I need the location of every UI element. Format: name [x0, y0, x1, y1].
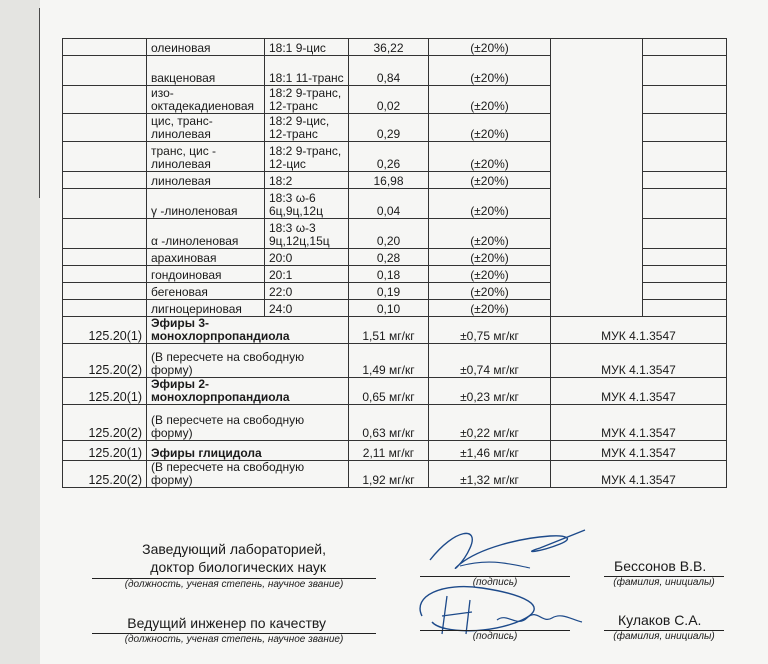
fatty-acid-value: 0,18 [349, 266, 429, 283]
fatty-acid-formula: 18:2 9-транс, 12-цис [265, 142, 349, 172]
indicator-code: 125.20(2) [63, 344, 147, 378]
eng-role: Ведущий инженер по качеству [127, 615, 326, 631]
ester-subtitle: (В пересчете на свободную форму) [147, 405, 349, 441]
ester-error: ±0,23 мг/кг [429, 378, 551, 405]
head-role-line1: Заведующий лабораторией, [142, 541, 326, 557]
fatty-acid-value: 0,84 [349, 56, 429, 86]
ester-error: ±0,74 мг/кг [429, 344, 551, 378]
fatty-acid-name: вакценовая [147, 56, 265, 86]
fatty-acid-error: (±20%) [429, 172, 551, 189]
head-sign-caption: (подпись) [472, 577, 518, 588]
ester-row-secondary [63, 405, 727, 441]
indicator-code: 125.20(1) [63, 441, 147, 461]
extra-cell [643, 172, 727, 189]
fatty-acid-name: олеиновая [147, 39, 265, 56]
ester-method: МУК 4.1.3547 [551, 378, 727, 405]
fatty-acid-formula: 18:1 11-транс [265, 56, 349, 86]
code-cell [63, 266, 147, 283]
extra-cell [643, 219, 727, 249]
results-table [62, 38, 727, 488]
fatty-acid-value: 0,26 [349, 142, 429, 172]
fatty-acid-error: (±20%) [429, 39, 551, 56]
head-role-caption: (должность, ученая степень, научное звание) [124, 579, 344, 590]
head-role [110, 540, 326, 576]
fatty-acid-value: 0,10 [349, 300, 429, 317]
ester-error: ±0,75 мг/кг [429, 317, 551, 344]
code-cell [63, 300, 147, 317]
indicator-code: 125.20(2) [63, 405, 147, 441]
code-cell [63, 283, 147, 300]
fatty-acid-formula: 18:1 9-цис [265, 39, 349, 56]
head-name: Бессонов В.В. [614, 558, 707, 574]
ester-value: 1,92 мг/кг [349, 461, 429, 488]
eng-role-caption: (должность, ученая степень, научное звание) [124, 634, 344, 645]
fatty-acid-name: транс, цис - линолевая [147, 142, 265, 172]
extra-cell [643, 142, 727, 172]
ester-method: МУК 4.1.3547 [551, 441, 727, 461]
code-cell [63, 189, 147, 219]
fatty-acid-error: (±20%) [429, 283, 551, 300]
fatty-acid-name: гондоиновая [147, 266, 265, 283]
method-cell [551, 39, 643, 317]
fatty-acid-value: 0,20 [349, 219, 429, 249]
fatty-acid-formula: 24:0 [265, 300, 349, 317]
eng-name-caption: (фамилия, инициалы) [613, 631, 715, 642]
fatty-acid-error: (±20%) [429, 142, 551, 172]
ester-value: 1,49 мг/кг [349, 344, 429, 378]
ester-method: МУК 4.1.3547 [551, 344, 727, 378]
extra-cell [643, 39, 727, 56]
ester-subtitle: (В пересчете на свободную форму) [147, 344, 349, 378]
ester-row-primary [63, 441, 727, 461]
fatty-acid-error: (±20%) [429, 86, 551, 114]
extra-cell [643, 266, 727, 283]
fatty-acid-name: α -линоленовая [147, 219, 265, 249]
fatty-acid-error: (±20%) [429, 219, 551, 249]
indicator-code: 125.20(1) [63, 378, 147, 405]
fatty-acid-error: (±20%) [429, 56, 551, 86]
ester-row-secondary [63, 344, 727, 378]
fatty-acid-formula: 18:3 ω-6 6ц,9ц,12ц [265, 189, 349, 219]
ester-title: Эфиры 3-монохлорпропандиола [147, 317, 349, 344]
indicator-code: 125.20(1) [63, 317, 147, 344]
ester-error: ±1,32 мг/кг [429, 461, 551, 488]
fatty-acid-error: (±20%) [429, 249, 551, 266]
ester-value: 0,63 мг/кг [349, 405, 429, 441]
fatty-acid-error: (±20%) [429, 300, 551, 317]
head-role-line2: доктор биологических наук [150, 559, 326, 575]
fatty-acid-formula: 18:3 ω-3 9ц,12ц,15ц [265, 219, 349, 249]
ester-error: ±0,22 мг/кг [429, 405, 551, 441]
extra-cell [643, 300, 727, 317]
ester-method: МУК 4.1.3547 [551, 461, 727, 488]
code-cell [63, 86, 147, 114]
fatty-acid-name: бегеновая [147, 283, 265, 300]
fatty-acid-error: (±20%) [429, 189, 551, 219]
extra-cell [643, 249, 727, 266]
ester-method: МУК 4.1.3547 [551, 317, 727, 344]
code-cell [63, 172, 147, 189]
fatty-acid-value: 0,02 [349, 86, 429, 114]
ester-row-secondary [63, 461, 727, 488]
ester-value: 0,65 мг/кг [349, 378, 429, 405]
fatty-acid-name: арахиновая [147, 249, 265, 266]
ester-value: 2,11 мг/кг [349, 441, 429, 461]
code-cell [63, 142, 147, 172]
ester-row-primary [63, 378, 727, 405]
fatty-acid-name: γ -линоленовая [147, 189, 265, 219]
indicator-code: 125.20(2) [63, 461, 147, 488]
fatty-acid-name: цис, транс-линолевая [147, 114, 265, 142]
fatty-acid-formula: 20:0 [265, 249, 349, 266]
extra-cell [643, 86, 727, 114]
fatty-acid-error: (±20%) [429, 266, 551, 283]
signatures-block [0, 500, 768, 664]
ester-title: Эфиры 2-монохлорпропандиола [147, 378, 349, 405]
code-cell [63, 219, 147, 249]
code-cell [63, 56, 147, 86]
code-cell [63, 39, 147, 56]
fatty-acid-value: 0,28 [349, 249, 429, 266]
fatty-acid-row [63, 39, 727, 56]
fatty-acid-formula: 18:2 9-цис, 12-транс [265, 114, 349, 142]
fatty-acid-name: изо-октадекадиеновая [147, 86, 265, 114]
fatty-acid-formula: 18:2 9-транс, 12-транс [265, 86, 349, 114]
head-name-caption: (фамилия, инициалы) [613, 577, 715, 588]
eng-sign-caption: (подпись) [472, 631, 518, 642]
fatty-acid-formula: 22:0 [265, 283, 349, 300]
ester-title: Эфиры глицидола [147, 441, 349, 461]
ester-method: МУК 4.1.3547 [551, 405, 727, 441]
extra-cell [643, 56, 727, 86]
fatty-acid-formula: 20:1 [265, 266, 349, 283]
fatty-acid-error: (±20%) [429, 114, 551, 142]
fatty-acid-value: 16,98 [349, 172, 429, 189]
ester-value: 1,51 мг/кг [349, 317, 429, 344]
fatty-acid-value: 0,19 [349, 283, 429, 300]
ester-subtitle: (В пересчете на свободную форму) [147, 461, 349, 488]
code-cell [63, 114, 147, 142]
eng-name: Кулаков С.А. [618, 612, 702, 628]
ester-error: ±1,46 мг/кг [429, 441, 551, 461]
fatty-acid-value: 0,04 [349, 189, 429, 219]
fatty-acid-formula: 18:2 [265, 172, 349, 189]
extra-cell [643, 114, 727, 142]
code-cell [63, 249, 147, 266]
extra-cell [643, 283, 727, 300]
extra-cell [643, 189, 727, 219]
fatty-acid-name: лигноцериновая [147, 300, 265, 317]
fatty-acid-value: 0,29 [349, 114, 429, 142]
fatty-acid-name: линолевая [147, 172, 265, 189]
fatty-acid-value: 36,22 [349, 39, 429, 56]
ester-row-primary [63, 317, 727, 344]
